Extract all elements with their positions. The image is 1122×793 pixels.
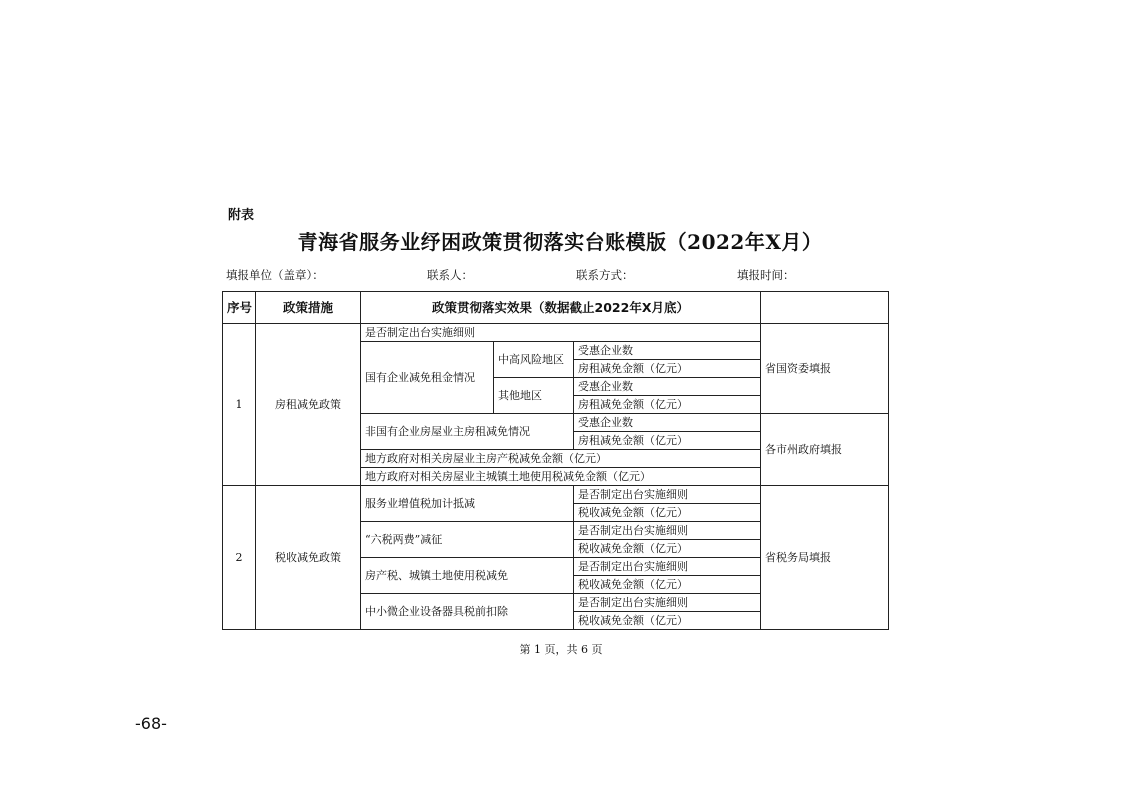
meta-phone: 联系方式： <box>576 268 634 282</box>
table-cell: 是否制定出台实施细则 <box>574 522 761 540</box>
meta-unit: 填报单位（盖章）： <box>226 268 324 282</box>
appendix-label: 附表 <box>228 208 255 223</box>
filler-cell: 各市州政府填报 <box>761 414 889 486</box>
table-cell: 房租减免金额（亿元） <box>574 396 761 414</box>
row-seq: 2 <box>223 486 256 630</box>
filler-cell: 省国资委填报 <box>761 324 889 414</box>
table-cell: 中小微企业设备器具税前扣除 <box>361 594 574 630</box>
meta-contact: 联系人： <box>427 268 473 282</box>
policy-ledger-table <box>222 291 889 630</box>
meta-time: 填报时间： <box>737 268 795 282</box>
table-cell: 中高风险地区 <box>494 342 574 378</box>
row-seq: 1 <box>223 324 256 486</box>
table-cell: 受惠企业数 <box>574 414 761 432</box>
table-cell: 受惠企业数 <box>574 342 761 360</box>
page-footer: 第 1 页，共 6 页 <box>519 643 603 656</box>
table-row <box>223 486 889 504</box>
table-cell: 房租减免金额（亿元） <box>574 360 761 378</box>
table-header-row <box>223 292 889 324</box>
header-effect: 政策贯彻落实效果（数据截止2022年X月底） <box>361 292 761 324</box>
table-cell: 非国有企业房屋业主房租减免情况 <box>361 414 574 450</box>
header-seq: 序号 <box>223 292 256 324</box>
table-cell: 其他地区 <box>494 378 574 414</box>
table-cell: 受惠企业数 <box>574 378 761 396</box>
table-cell: 房产税、城镇土地使用税减免 <box>361 558 574 594</box>
table-cell: 税收减免金额（亿元） <box>574 540 761 558</box>
table-cell: 税收减免金额（亿元） <box>574 504 761 522</box>
table-row <box>223 324 889 342</box>
header-filler <box>761 292 889 324</box>
table-cell: 服务业增值税加计抵减 <box>361 486 574 522</box>
table-cell: 税收减免金额（亿元） <box>574 576 761 594</box>
document-title: 青海省服务业纾困政策贯彻落实台账模版（2022年X月） <box>297 230 823 254</box>
row-measure: 房租减免政策 <box>256 324 361 486</box>
row-measure: 税收减免政策 <box>256 486 361 630</box>
table-cell: 地方政府对相关房屋业主城镇土地使用税减免金额（亿元） <box>361 468 761 486</box>
header-measure: 政策措施 <box>256 292 361 324</box>
table-cell: 是否制定出台实施细则 <box>574 594 761 612</box>
table-cell: 房租减免金额（亿元） <box>574 432 761 450</box>
table-cell: “六税两费”减征 <box>361 522 574 558</box>
table-cell: 地方政府对相关房屋业主房产税减免金额（亿元） <box>361 450 761 468</box>
page-number: -68- <box>135 714 167 733</box>
table-cell: 国有企业减免租金情况 <box>361 342 494 414</box>
table-cell: 是否制定出台实施细则 <box>574 486 761 504</box>
table-cell: 税收减免金额（亿元） <box>574 612 761 630</box>
filler-cell: 省税务局填报 <box>761 486 889 630</box>
table-cell: 是否制定出台实施细则 <box>361 324 761 342</box>
table-cell: 是否制定出台实施细则 <box>574 558 761 576</box>
